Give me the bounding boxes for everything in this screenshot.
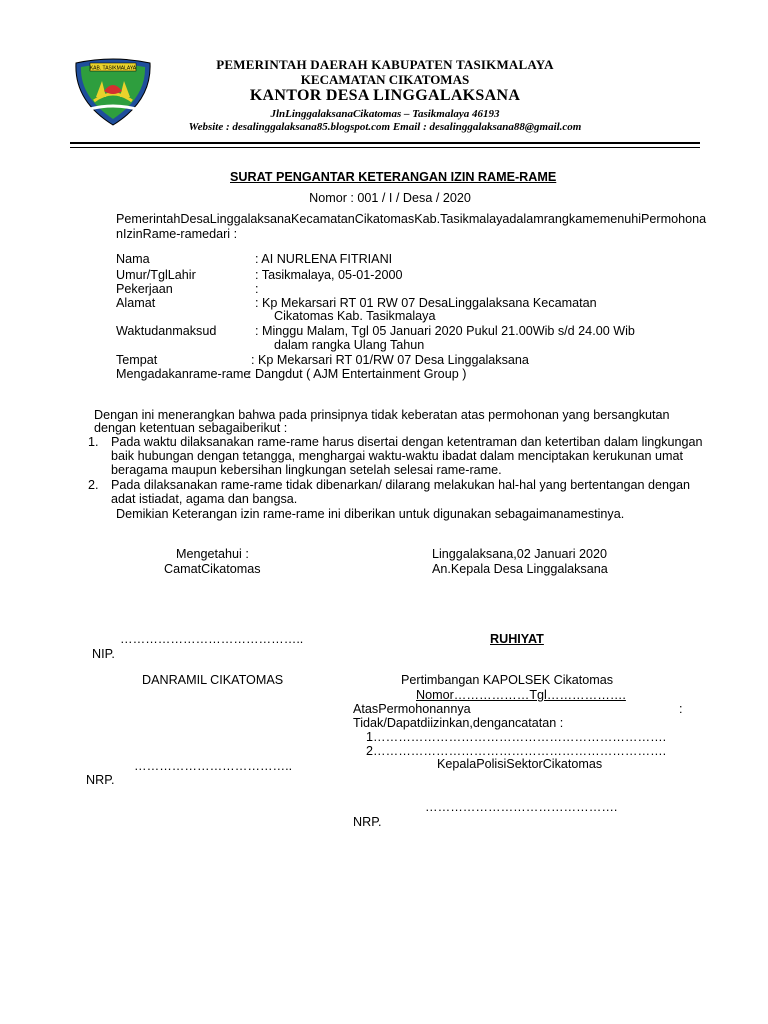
field-value-alamat-cont: Cikatomas Kab. Tasikmalaya (274, 309, 436, 323)
letterhead-rule-thin (70, 147, 700, 148)
field-label-nama: Nama (116, 252, 150, 266)
list-item-1-line-1: Pada waktu dilaksanakan rame-rame harus disertai dengan ketentraman dan ketertiban dalam lingkungan (111, 435, 703, 449)
letter-title: SURAT PENGANTAR KETERANGAN IZIN RAME-RAME (230, 170, 557, 184)
sig-danramil: DANRAMIL CIKATOMAS (142, 673, 284, 687)
sig-nrp-danramil: NRP. (86, 773, 115, 787)
sig-colon: : (679, 702, 683, 716)
field-label-acara: Mengadakanrame-rame (116, 367, 251, 381)
field-label-umur: Umur/TglLahir (116, 268, 196, 282)
body-paragraph-2: dengan ketentuan sebagaiberikut : (94, 421, 288, 435)
header-district: KECAMATAN CIKATOMAS (300, 72, 470, 87)
list-number-2: 2. (88, 478, 99, 492)
header-government: PEMERINTAH DAERAH KABUPATEN TASIKMALAYA (216, 57, 554, 72)
logo-text: KAB. TASIKMALAYA (89, 65, 137, 72)
field-label-tempat: Tempat (116, 353, 158, 367)
sig-an-kepala: An.Kepala Desa Linggalaksana (432, 562, 608, 576)
header-address: JlnLinggalaksanaCikatomas – Tasikmalaya 46193 (270, 108, 500, 120)
sig-kades-name: RUHIYAT (490, 632, 544, 646)
sig-nip: NIP. (92, 647, 115, 661)
sig-camat-dots: …………………………………….. (120, 632, 304, 646)
sig-catatan-2: 2……………………………………………………………. (366, 744, 667, 758)
sig-kapolsek: KepalaPolisiSektorCikatomas (437, 757, 603, 771)
regency-logo (72, 57, 154, 127)
list-item-1-line-3: beragama maupun kebersihan lingkungan setelah selesai rame-rame. (111, 463, 502, 477)
field-label-pekerjaan: Pekerjaan (116, 282, 173, 296)
closing-sentence: Demikian Keterangan izin rame-rame ini diberikan untuk digunakan sebagaimanamestinya. (116, 507, 625, 521)
field-value-tempat: : Kp Mekarsari RT 01/RW 07 Desa Linggalaksana (251, 353, 529, 367)
intro-line-2: nIzinRame-ramedari : (116, 227, 238, 241)
header-contact: Website : desalinggalaksana85.blogspot.com Email : desalinggalaksana88@gmail.com (188, 121, 582, 133)
field-value-waktu-cont: dalam rangka Ulang Tahun (274, 338, 425, 352)
list-item-1-line-2: baik hubungan dengan tetangga, menghargai waktu-waktu ibadat dalam menciptakan kerukunan umat (111, 449, 684, 463)
sig-tidak-dapat: Tidak/Dapatdiizinkan,dengancatatan : (353, 716, 564, 730)
sig-catatan-1: 1……………………………………………………………. (366, 730, 667, 744)
sig-danramil-dots: ……………………………….. (134, 759, 293, 773)
sig-kapolsek-dots: ………………………………………. (425, 800, 618, 814)
sig-atas-permohonan: AtasPermohonannya (353, 702, 471, 716)
sig-nomor-tgl: Nomor………………Tgl………………. (416, 688, 626, 702)
field-label-waktu: Waktudanmaksud (116, 324, 217, 338)
sig-pertimbangan: Pertimbangan KAPOLSEK Cikatomas (401, 673, 614, 687)
field-value-pekerjaan: : (255, 282, 259, 296)
header-office: KANTOR DESA LINGGALAKSANA (249, 87, 521, 104)
sig-mengetahui: Mengetahui : (176, 547, 249, 561)
field-value-nama: : AI NURLENA FITRIANI (255, 252, 393, 266)
intro-line-1: PemerintahDesaLinggalaksanaKecamatanCikatomasKab.TasikmalayadalamrangkamemenuhiPermohona (116, 212, 707, 226)
list-item-2-line-1: Pada dilaksanakan rame-rame tidak dibenarkan/ dilarang melakukan hal-hal yang bertentangan dengan (111, 478, 690, 492)
field-value-waktu: : Minggu Malam, Tgl 05 Januari 2020 Pukul 21.00Wib s/d 24.00 Wib (255, 324, 635, 338)
sig-camat: CamatCikatomas (164, 562, 261, 576)
sig-place-date: Linggalaksana,02 Januari 2020 (432, 547, 608, 561)
field-value-umur: : Tasikmalaya, 05-01-2000 (255, 268, 403, 282)
list-item-2-line-2: adat istiadat, agama dan bangsa. (111, 492, 298, 506)
field-label-alamat: Alamat (116, 296, 156, 310)
body-paragraph-1: Dengan ini menerangkan bahwa pada prinsipnya tidak keberatan atas permohonan yang bersangkutan (94, 408, 670, 422)
sig-nrp-kapolsek: NRP. (353, 815, 382, 829)
field-value-acara: : Dangdut ( AJM Entertainment Group ) (248, 367, 467, 381)
letterhead-rule-thick (70, 142, 700, 144)
field-value-alamat: : Kp Mekarsari RT 01 RW 07 DesaLinggalaksana Kecamatan (255, 296, 597, 310)
letter-number: Nomor : 001 / I / Desa / 2020 (309, 191, 471, 205)
list-number-1: 1. (88, 435, 99, 449)
